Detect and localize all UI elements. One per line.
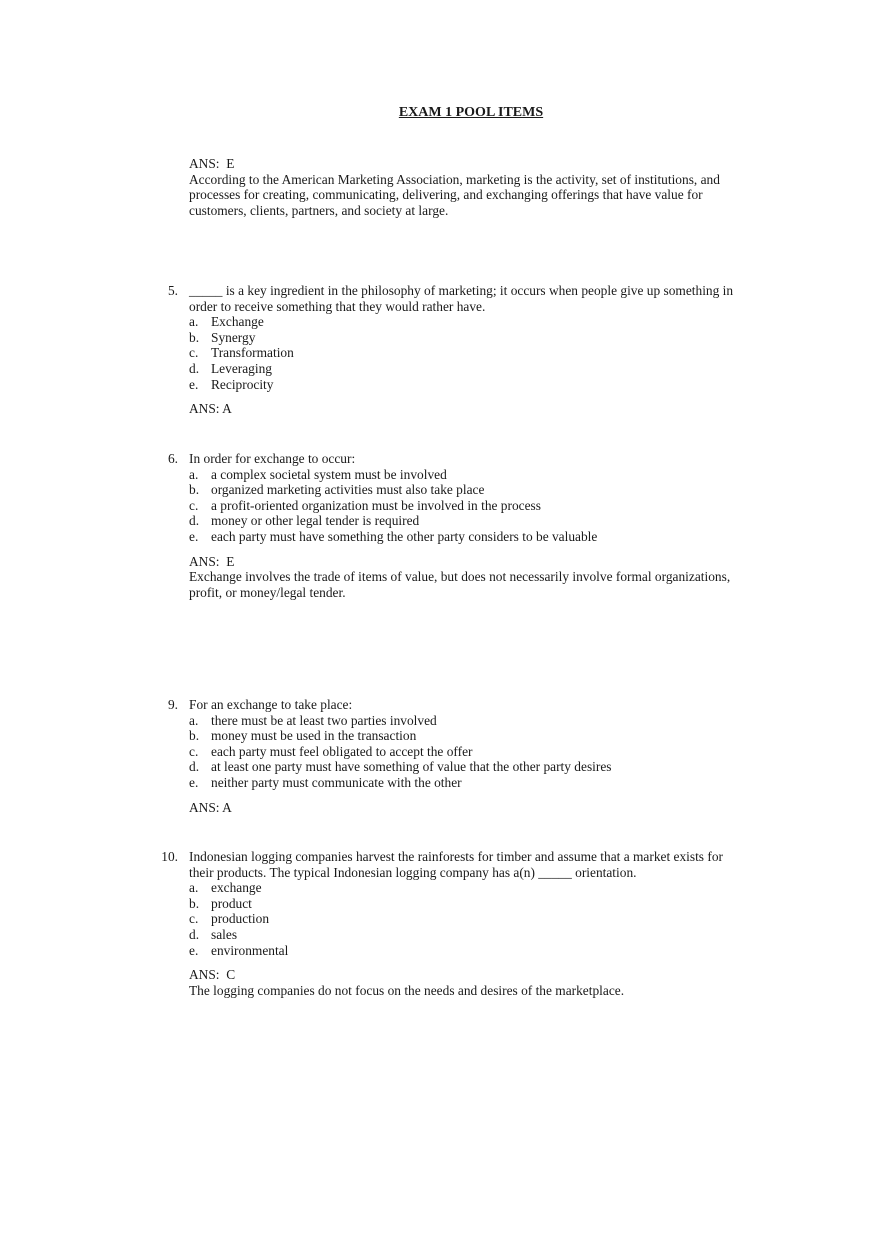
answer-explanation: The logging companies do not focus on the needs and desires of the marketplace. xyxy=(189,982,625,998)
choice-letter: c. xyxy=(189,497,199,513)
choice-text: money must be used in the transaction xyxy=(211,728,417,744)
choice-item xyxy=(189,467,749,483)
choice-text: environmental xyxy=(211,942,289,958)
question-5 xyxy=(189,283,749,417)
question-number: 6. xyxy=(167,451,178,466)
choice-text: organized marketing activities must also take place xyxy=(211,482,485,498)
question-text: For an exchange to take place: xyxy=(189,697,353,712)
choice-item xyxy=(189,330,749,346)
choice-text: at least one party must have something of value that the other party desires xyxy=(211,759,612,775)
choice-text: product xyxy=(211,895,252,911)
choice-letter: b. xyxy=(189,329,200,345)
choice-item xyxy=(189,361,749,377)
choice-letter: d. xyxy=(189,926,200,942)
choice-text: each party must have something the other party considers to be valuable xyxy=(211,528,598,544)
choice-item xyxy=(189,943,749,959)
choice-text: Exchange xyxy=(211,314,264,330)
question-6 xyxy=(189,451,749,600)
page-title: EXAM 1 POOL ITEMS xyxy=(398,105,544,120)
choice-item xyxy=(189,713,749,729)
choice-letter: b. xyxy=(189,482,200,498)
choice-item xyxy=(189,911,749,927)
question-text: In order for exchange to occur: xyxy=(189,451,356,466)
choice-item xyxy=(189,759,749,775)
answer-label: ANS: A xyxy=(189,799,232,815)
question-9 xyxy=(189,697,749,815)
choice-letter: d. xyxy=(189,513,200,529)
choice-item xyxy=(189,314,749,330)
choice-list xyxy=(189,314,749,392)
choice-list xyxy=(189,713,749,791)
answer-label: ANS: E xyxy=(189,156,235,171)
choice-letter: a. xyxy=(189,466,199,482)
choice-item xyxy=(189,513,749,529)
answer-explanation: According to the American Marketing Association, marketing is the activity, set of institutions, and processes for creating, communicating, delivering, and exchanging offerings that have value for customers, clients, partners, and society at large. xyxy=(189,171,720,218)
choice-item xyxy=(189,529,749,545)
choice-text: Transformation xyxy=(211,345,294,361)
choice-letter: e. xyxy=(189,942,199,958)
choice-item xyxy=(189,744,749,760)
choice-item xyxy=(189,728,749,744)
top-answer-block xyxy=(189,156,749,218)
choice-letter: c. xyxy=(189,911,199,927)
question-number: 5. xyxy=(167,283,178,298)
choice-letter: a. xyxy=(189,712,199,728)
choice-text: money or other legal tender is required xyxy=(211,513,420,529)
choice-letter: d. xyxy=(189,759,200,775)
choice-letter: e. xyxy=(189,774,199,790)
answer-label: ANS: C xyxy=(189,967,236,983)
answer-label: ANS: A xyxy=(189,401,232,417)
choice-text: each party must feel obligated to accept the offer xyxy=(211,743,473,759)
choice-item xyxy=(189,896,749,912)
choice-item xyxy=(189,498,749,514)
question-number: 9. xyxy=(167,697,178,712)
choice-text: Reciprocity xyxy=(211,376,274,392)
choice-letter: a. xyxy=(189,314,199,330)
choice-letter: c. xyxy=(189,743,199,759)
choice-item xyxy=(189,927,749,943)
answer-label: ANS: E xyxy=(189,553,235,569)
choice-text: Synergy xyxy=(211,329,256,345)
choice-letter: e. xyxy=(189,528,199,544)
choice-list xyxy=(189,880,749,958)
choice-letter: b. xyxy=(189,728,200,744)
choice-letter: d. xyxy=(189,360,200,376)
choice-letter: b. xyxy=(189,895,200,911)
choice-item xyxy=(189,345,749,361)
choice-item xyxy=(189,775,749,791)
choice-text: production xyxy=(211,911,270,927)
choice-letter: a. xyxy=(189,880,199,896)
choice-text: a profit-oriented organization must be involved in the process xyxy=(211,497,541,513)
choice-text: a complex societal system must be involved xyxy=(211,466,447,482)
question-10 xyxy=(189,849,749,998)
question-text: _____ is a key ingredient in the philosophy of marketing; it occurs when people give up something in order to receive something that they would rather have. xyxy=(189,283,734,314)
choice-item xyxy=(189,377,749,393)
choice-letter: c. xyxy=(189,345,199,361)
answer-explanation: Exchange involves the trade of items of value, but does not necessarily involve formal organizations, profit, or money/legal tender. xyxy=(189,569,731,600)
choice-text: exchange xyxy=(211,880,262,896)
question-text: Indonesian logging companies harvest the rainforests for timber and assume that a market exists for their products. The typical Indonesian logging company has a(n) _____ orientation. xyxy=(189,849,723,880)
choice-item xyxy=(189,482,749,498)
question-number: 10. xyxy=(161,849,178,864)
choice-item xyxy=(189,880,749,896)
choice-text: neither party must communicate with the other xyxy=(211,774,462,790)
choice-text: there must be at least two parties involved xyxy=(211,712,437,728)
choice-text: Leveraging xyxy=(211,360,272,376)
choice-list xyxy=(189,467,749,545)
choice-letter: e. xyxy=(189,376,199,392)
choice-text: sales xyxy=(211,926,238,942)
